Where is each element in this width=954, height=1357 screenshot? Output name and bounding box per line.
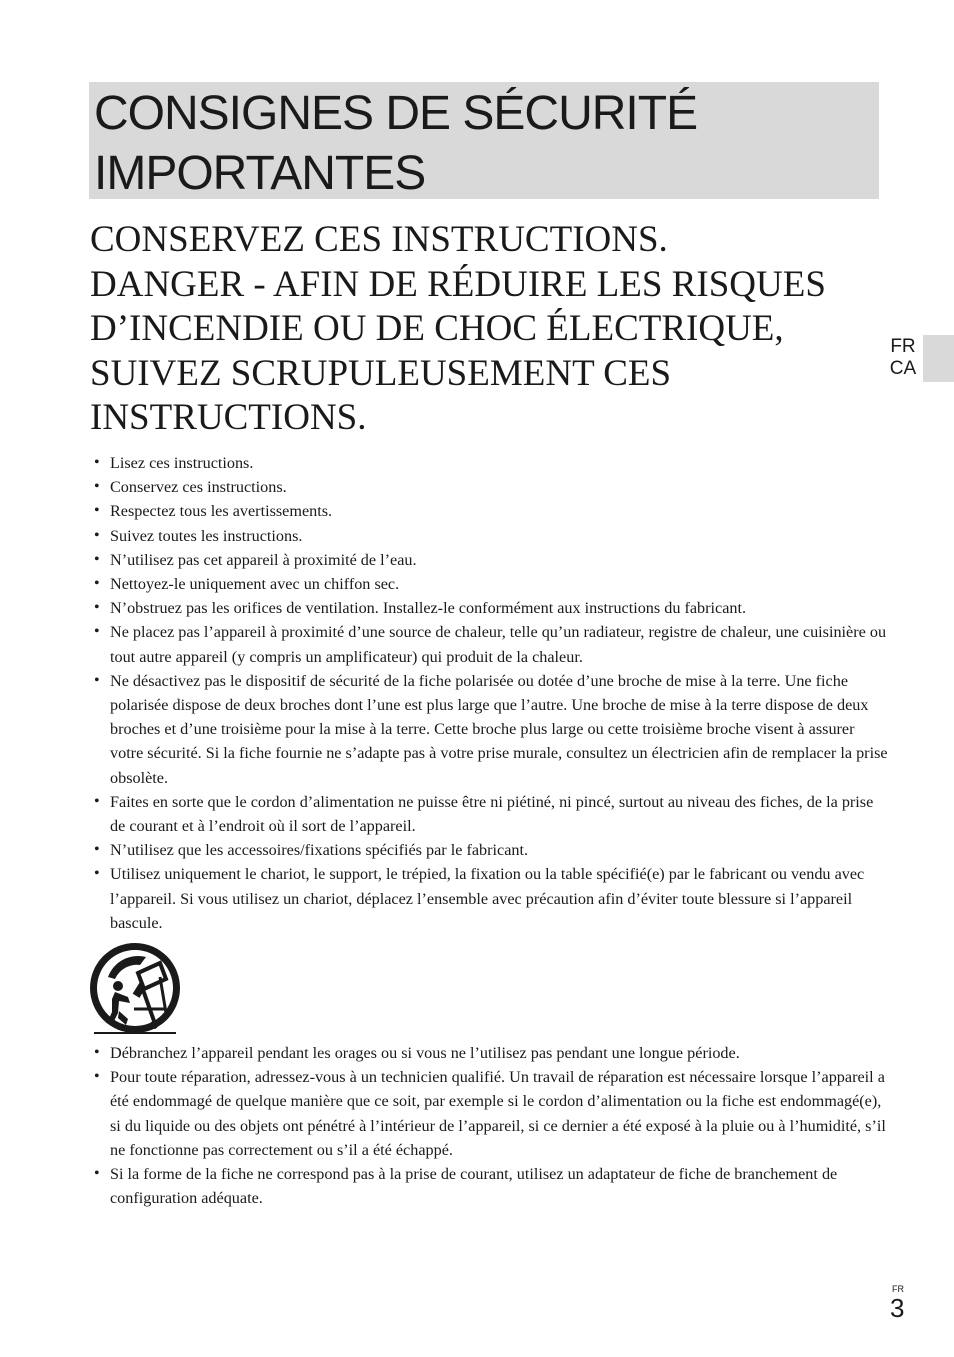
list-item-text: Débranchez l’appareil pendant les orages ou si vous ne l’utilisez pas pendant une longue période. [110, 1044, 740, 1062]
page-number-block [884, 1284, 914, 1322]
danger-heading-line-2: DANGER - AFIN DE RÉDUIRE LES RISQUES [90, 263, 826, 305]
cart-tip-over-warning-icon [88, 943, 182, 1037]
list-item-text: Ne placez pas l’appareil à proximité d’une source de chaleur, telle qu’un radiateur, registre de chaleur, une cuisinière ou tout autre appareil (y compris un amplificateur) qui produit de la chaleur. [110, 623, 887, 666]
list-item [90, 451, 890, 475]
danger-heading [90, 218, 880, 441]
list-item [90, 1041, 890, 1065]
bullet-icon: • [94, 1044, 100, 1061]
bullet-icon: • [94, 1068, 100, 1086]
list-item-text: Ne désactivez pas le dispositif de sécurité de la fiche polarisée ou dotée d’une broche de mise à la terre. Une fiche polarisée dispose de deux broches dont l’une est plus large que l’autre. Une broche de mise à la terre dispose de deux broches et d’une troisième pour la mise à la terre. Cette broche plus large ou cette troisième broche visent à assurer votre sécurité. Si la fiche fournie ne s’adapte pas à votre prise murale, consultez un électricien afin de remplacer la prise obsolète. [110, 671, 888, 787]
bullet-icon: • [94, 1165, 100, 1183]
list-item-text: Faites en sorte que le cordon d’alimentation ne puisse être ni piétiné, ni pincé, surtout au niveau des fiches, de la prise de courant et à l’endroit où il sort de l’appareil. [110, 792, 874, 836]
list-item-text: Suivez toutes les instructions. [110, 526, 303, 545]
bullet-icon: • [94, 623, 100, 641]
danger-heading-line-3: D’INCENDIE OU DE CHOC ÉLECTRIQUE, [90, 308, 784, 349]
list-item [90, 620, 890, 668]
bullet-icon: • [94, 599, 100, 617]
list-item-text: N’utilisez pas cet appareil à proximité de l’eau. [110, 550, 417, 569]
list-item [90, 499, 890, 523]
list-item-text: N’obstruez pas les orifices de ventilation. Installez-le conformément aux instructions du fabricant. [110, 599, 747, 618]
list-item-text: Conservez ces instructions. [110, 478, 287, 497]
danger-heading-line-4: SUIVEZ SCRUPULEUSEMENT CES [90, 352, 672, 394]
language-tab-marker [923, 335, 954, 382]
list-item [90, 1065, 890, 1162]
list-item-text: Pour toute réparation, adressez-vous à un technicien qualifié. Un travail de réparation est nécessaire lorsque l’appareil a été endommagé de quelque manière que ce soit, par exemple si le cordon d’alimentation ou la fiche est endommagé(e), si du liquide ou des objets ont pénétré à l’intérieur de l’appareil, si ce dernier a été exposé à la pluie ou à l’humidité, s’il ne fonctionne pas correctement ou s’il a été échappé. [110, 1068, 886, 1159]
bullet-icon: • [94, 865, 100, 883]
bullet-icon: • [94, 502, 100, 520]
page-title-line-2: IMPORTANTES [94, 147, 426, 200]
bullet-icon: • [94, 575, 100, 593]
list-item-text: Respectez tous les avertissements. [110, 502, 333, 521]
list-item [90, 524, 890, 548]
language-tab-label-fr: FR [890, 336, 916, 357]
list-item [90, 572, 890, 596]
title-banner [89, 82, 879, 199]
bullet-icon: • [94, 841, 100, 859]
danger-heading-line-5: INSTRUCTIONS. [90, 397, 367, 438]
list-item-text: Lisez ces instructions. [110, 454, 254, 472]
list-item [90, 862, 890, 935]
page-title-line-1: CONSIGNES DE SÉCURITÉ [94, 87, 698, 140]
list-item [90, 790, 890, 838]
bullet-icon: • [94, 671, 100, 689]
list-item-text: N’utilisez que les accessoires/fixations spécifiés par le fabricant. [110, 841, 529, 860]
list-item-text: Utilisez uniquement le chariot, le support, le trépied, la fixation ou la table spécifié(e) par le fabricant ou vendu avec l’appareil. Si vous utilisez un chariot, déplacez l’ensemble avec précaution afin d’éviter toute blessure si l’appareil bascule. [110, 865, 865, 932]
list-item [90, 669, 890, 790]
language-tab-label-ca: CA [889, 358, 917, 379]
list-item [90, 475, 890, 499]
page-language-code: FR [892, 1284, 904, 1294]
danger-heading-line-1: CONSERVEZ CES INSTRUCTIONS. [90, 219, 668, 260]
bullet-icon: • [94, 478, 100, 496]
list-item [90, 596, 890, 620]
list-item [90, 1162, 890, 1210]
bullet-icon: • [94, 550, 100, 568]
list-item [90, 548, 890, 572]
safety-instructions-list-continued [90, 1041, 890, 1210]
list-item [90, 838, 890, 862]
list-item-text: Si la forme de la fiche ne correspond pas à la prise de courant, utilisez un adaptateur de fiche de branchement de configuration adéquate. [110, 1165, 838, 1208]
bullet-icon: • [94, 454, 100, 471]
bullet-icon: • [94, 526, 100, 544]
page-number: 3 [890, 1293, 905, 1323]
bullet-icon: • [94, 792, 100, 810]
list-item-text: Nettoyez-le uniquement avec un chiffon sec. [110, 575, 400, 594]
safety-instructions-list [90, 451, 890, 935]
